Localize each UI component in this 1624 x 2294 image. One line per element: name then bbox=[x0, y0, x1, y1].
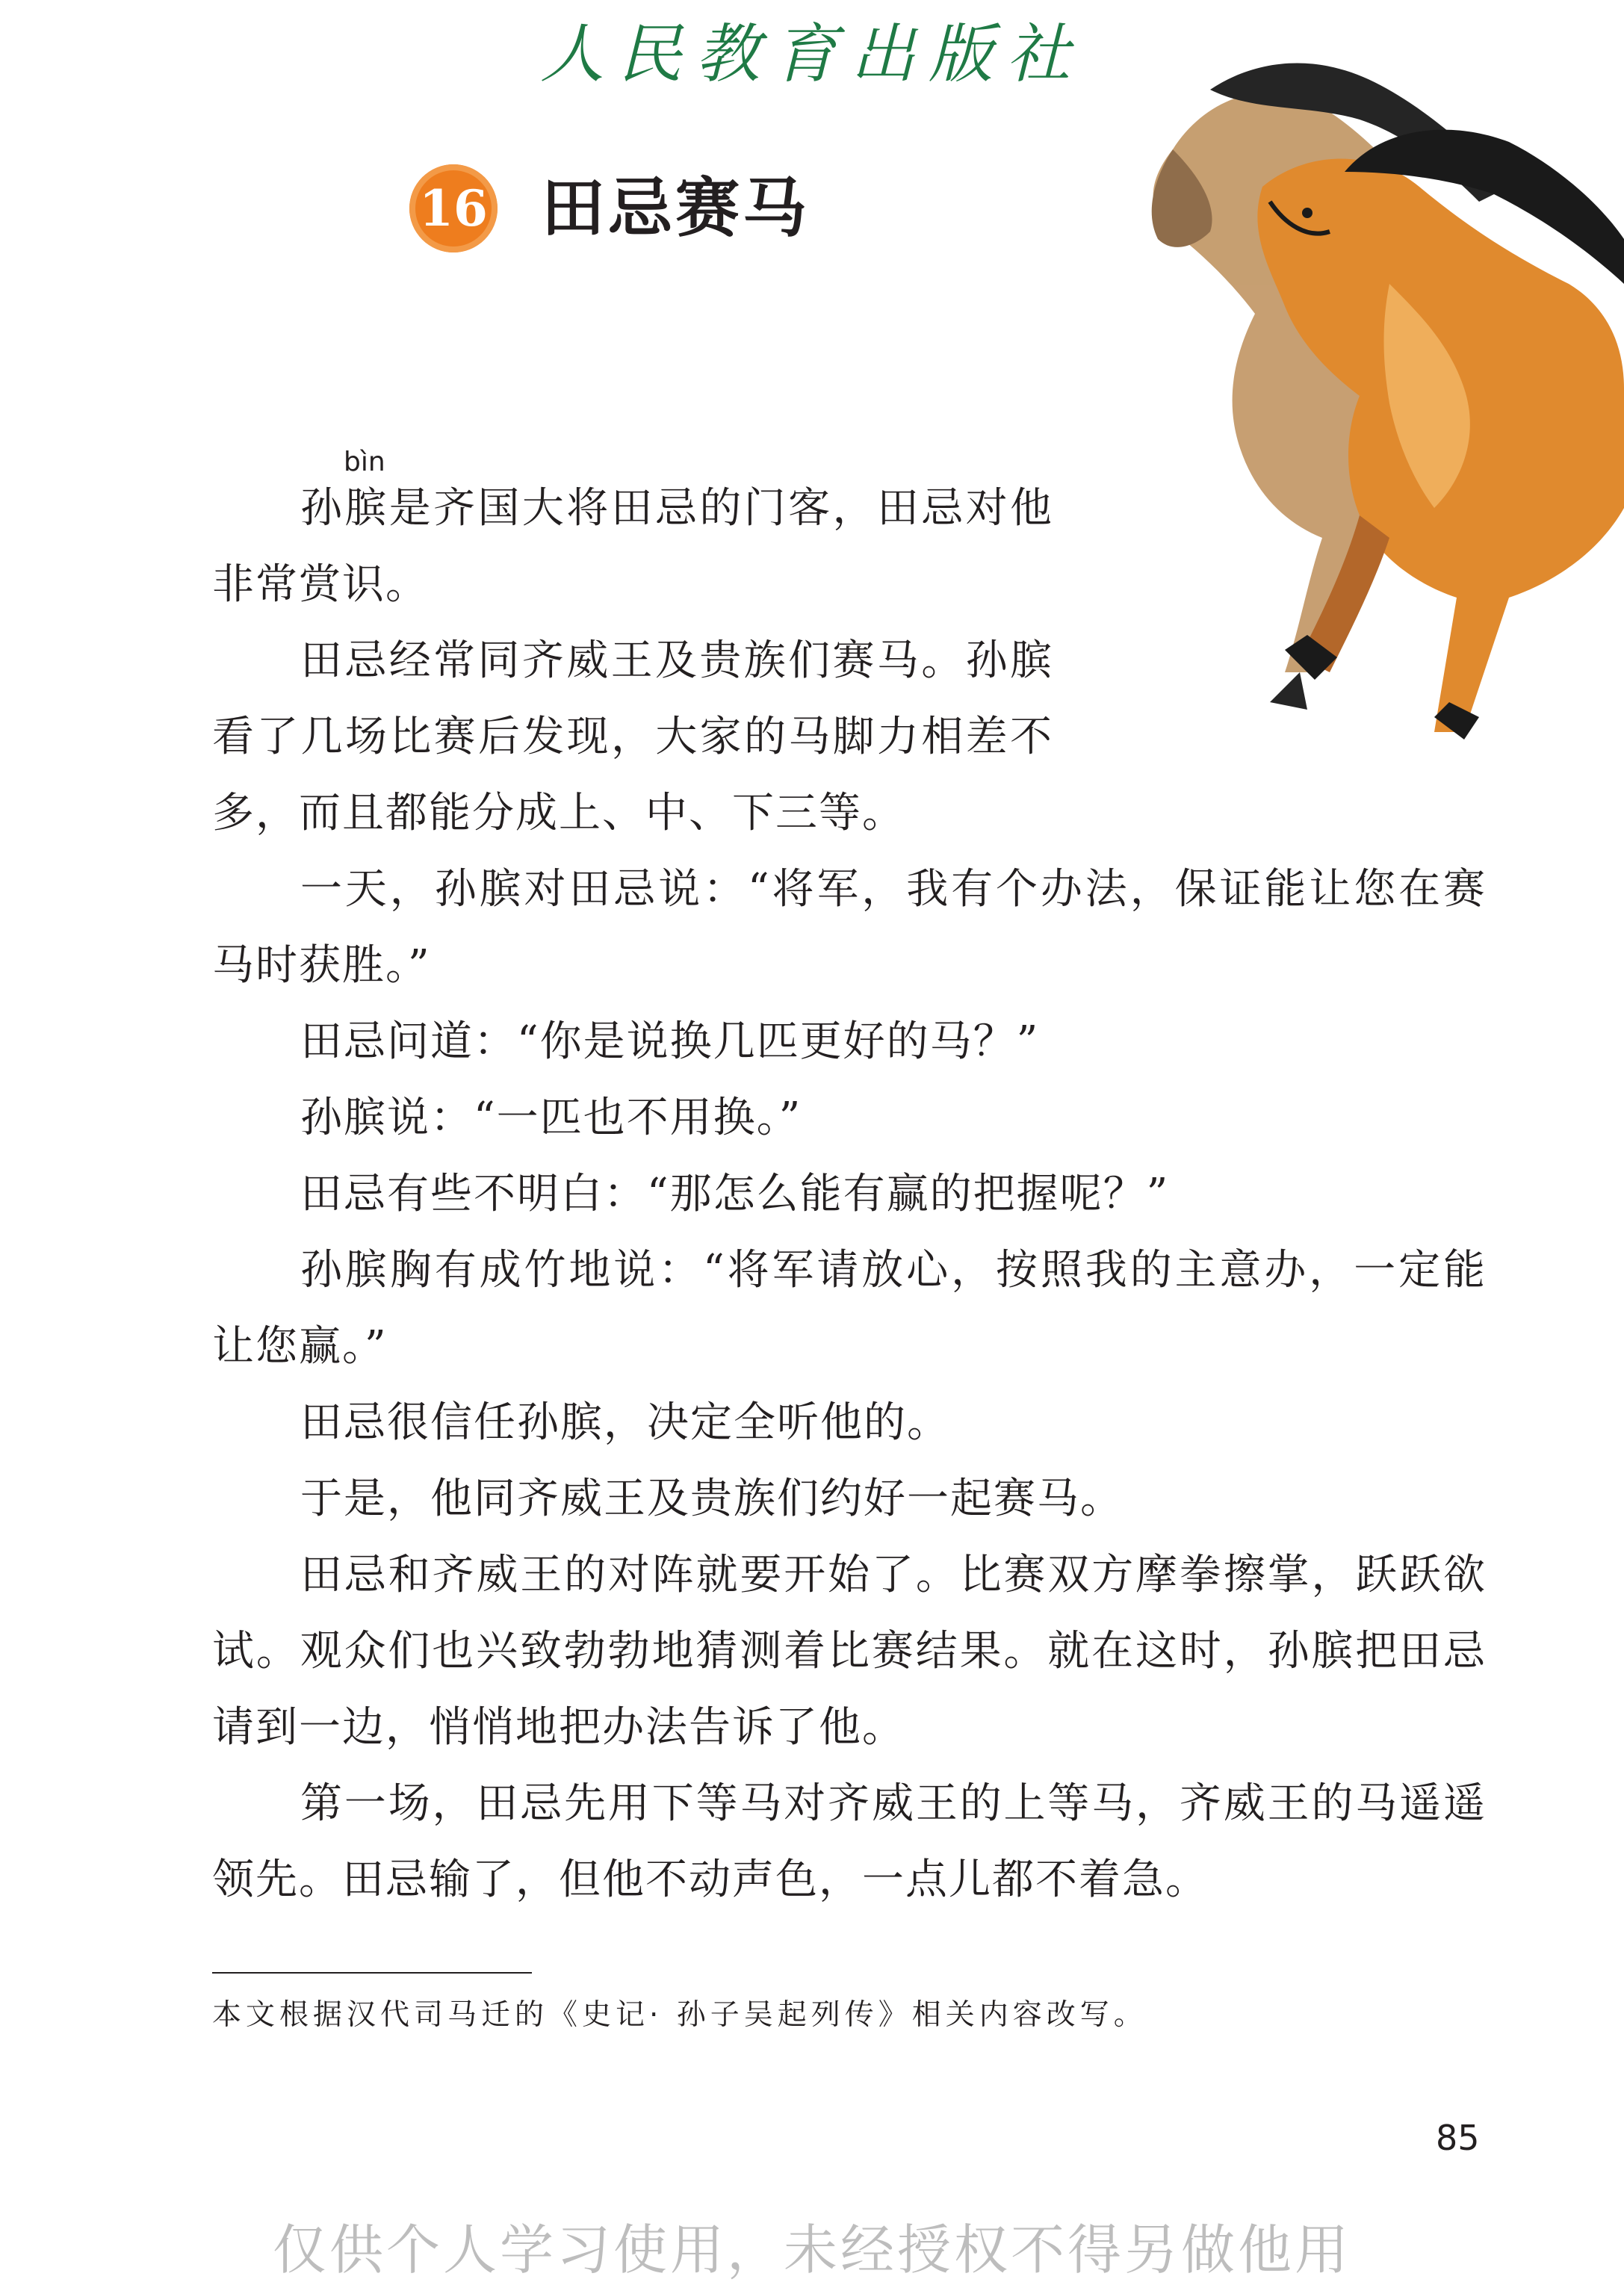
paragraph: 田忌很信任孙膑，决定全听他的。 bbox=[300, 1398, 950, 1447]
pinyin-annotation: bìn bbox=[344, 447, 385, 477]
paragraph: 一天，孙膑对田忌说：“将军，我有个办法，保证能让您在赛马时获胜。” bbox=[212, 865, 1487, 990]
publisher-logo: 人民教育出版社 bbox=[540, 17, 1084, 92]
lesson-number: 16 bbox=[419, 179, 488, 238]
paragraph: 田忌问道：“你是说换几匹更好的马？” bbox=[300, 1017, 1040, 1066]
paragraph: 田忌有些不明白：“那怎么能有赢的把握呢？” bbox=[300, 1170, 1170, 1218]
footnote: 本文根据汉代司马迁的《史记· 孙子吴起列传》相关内容改写。 bbox=[212, 1998, 1147, 2032]
lesson-title: 田忌赛马 bbox=[541, 171, 810, 246]
paragraph: 田忌经常同齐威王及贵族们赛马。孙膑看了几场比赛后发现，大家的马脚力相差不多，而且都能分成上、中、下三等。 bbox=[212, 636, 1053, 837]
lesson-header bbox=[409, 164, 810, 252]
lesson-number-badge bbox=[409, 164, 498, 252]
page-number: 85 bbox=[1436, 2118, 1480, 2158]
paragraph: 田忌和齐威王的对阵就要开始了。比赛双方摩拳擦掌，跃跃欲试。观众们也兴致勃勃地猜测着比赛结果。就在这时，孙膑把田忌请到一边，悄悄地把办法告诉了他。 bbox=[212, 1551, 1487, 1752]
footnote-divider bbox=[212, 1972, 532, 1974]
paragraph: 孙膑胸有成竹地说：“将军请放心，按照我的主意办，一定能让您赢。” bbox=[212, 1246, 1487, 1371]
watermark-notice: 仅供个人学习使用，未经授权不得另做他用 bbox=[272, 2219, 1351, 2281]
paragraph: 孙膑说：“一匹也不用换。” bbox=[300, 1094, 802, 1142]
article-body bbox=[212, 471, 1487, 1918]
paragraph: 于是，他同齐威王及贵族们约好一起赛马。 bbox=[300, 1475, 1124, 1523]
paragraph: 第一场，田忌先用下等马对齐威王的上等马，齐威王的马遥遥领先。田忌输了，但他不动声色，一点儿都不着急。 bbox=[212, 1779, 1487, 1904]
paragraph: 孙膑是齐国大将田忌的门客，田忌对他非常赏识。 bbox=[212, 484, 1053, 609]
